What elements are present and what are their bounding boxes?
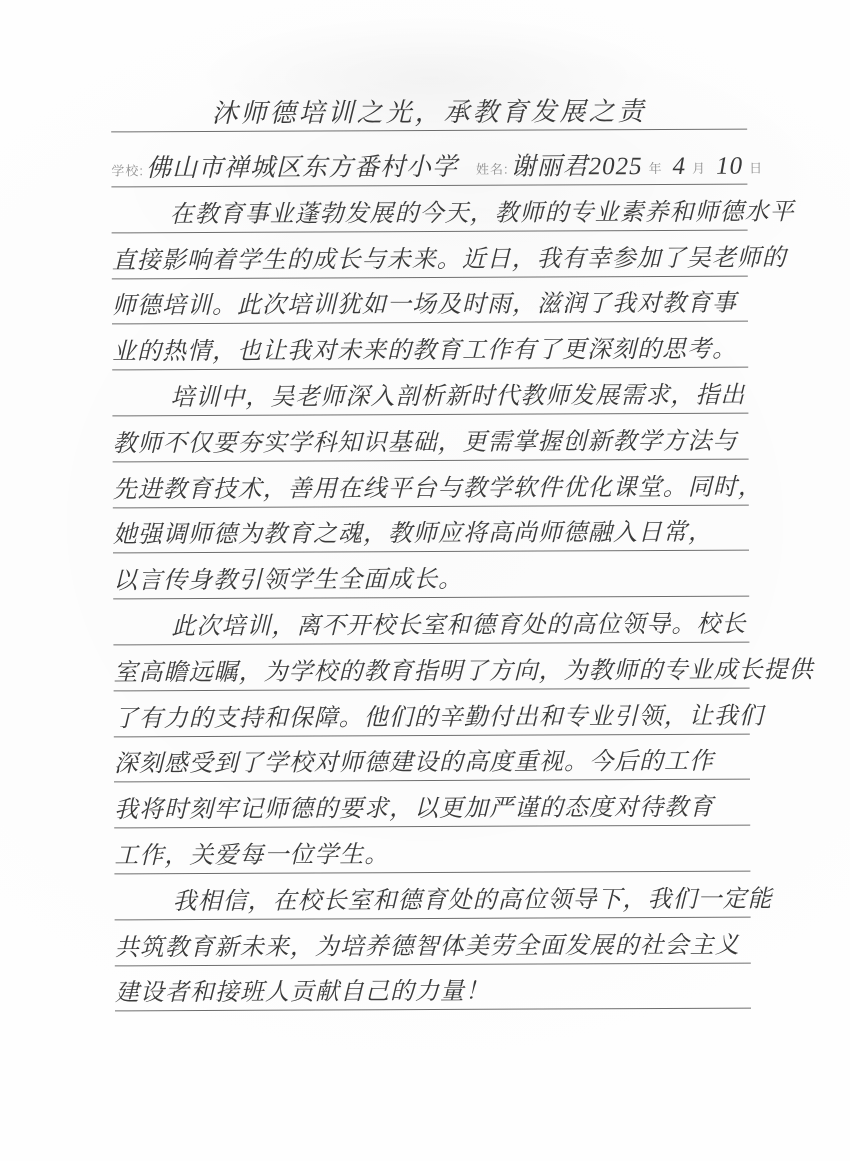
- essay-title: 沐师德培训之光，承教育发展之责: [211, 97, 647, 128]
- name-label: 姓名:: [475, 161, 509, 177]
- essay-line-text: 业的热情，也让我对未来的教育工作有了更深刻的思考。: [112, 336, 738, 366]
- school-name: 佛山市禅城区东方番村小学: [145, 153, 459, 183]
- essay-line-text: 我将时刻牢记师德的要求，以更加严谨的态度对待教育: [114, 794, 715, 824]
- essay-line-text: 深刻感受到了学校对师德建设的高度重视。今后的工作: [113, 749, 714, 778]
- essay-line: [112, 368, 748, 417]
- essay-line: [111, 230, 787, 279]
- essay-line-text: 师德培训。此次培训犹如一场及时雨，滋润了我对教育事: [111, 291, 737, 320]
- essay-line-text: 以言传身教引领学生全面成长。: [113, 567, 464, 595]
- essay-line: [114, 826, 750, 875]
- essay-line: [114, 780, 750, 829]
- header-row: [111, 130, 764, 188]
- essay-line-text: 教师不仅要夯实学科知识基础，更需掌握创新教学方法与: [112, 428, 738, 458]
- essay-line: [115, 963, 751, 1012]
- essay-line-text: 共筑教育新未来，为培养德智体美劳全面发展的社会主义: [114, 932, 740, 961]
- essay-line-text: 直接影响着学生的成长与未来。近日，我有幸参加了吴老师的: [111, 245, 787, 274]
- essay-line: [114, 872, 773, 921]
- essay-line-text: 在教育事业蓬勃发展的今天，教师的专业素养和师德水平: [169, 199, 795, 228]
- essay-line: [115, 917, 751, 966]
- ruled-writing-area: [111, 87, 814, 1012]
- day-label: 日: [749, 160, 764, 176]
- essay-line-text: 室高瞻远瞩，为学校的教育指明了方向，为教师的专业成长提供: [113, 657, 814, 687]
- essay-line-text: 此次培训，离不开校长室和德育处的高位领导。校长: [171, 611, 747, 641]
- essay-line: [112, 322, 748, 371]
- author-name: 谢丽君: [510, 153, 589, 181]
- essay-line-text: 我相信，在校长室和德育处的高位领导下，我们一定能: [172, 886, 773, 915]
- essay-line: [113, 597, 749, 646]
- year-label: 年: [648, 160, 663, 177]
- essay-line: [112, 276, 748, 325]
- essay-line-text: 先进教育技术，善用在线平台与教学软件优化课堂。同时，: [112, 474, 763, 503]
- school-label: 学校:: [111, 163, 145, 179]
- date-year: 2025: [588, 153, 643, 181]
- essay-line: [112, 414, 748, 463]
- essay-line: [112, 459, 763, 508]
- essay-line-text: 培训中，吴老师深入剖析新时代教师发展需求，指出: [170, 382, 746, 412]
- essay-line: [113, 551, 749, 600]
- month-label: 月: [692, 160, 707, 176]
- essay-line-text: 了有力的支持和保障。他们的辛勤付出和专业引领，让我们: [113, 703, 764, 732]
- name-group: [476, 154, 589, 179]
- essay-line-text: 她强调师德为教育之魂，教师应将高尚师德融入日常，: [112, 520, 713, 549]
- essay-line: [111, 185, 795, 234]
- essay-line: [113, 505, 749, 554]
- essay-line-text: 建设者和接班人贡献自己的力量！: [114, 979, 490, 1007]
- title-row: [111, 87, 747, 133]
- essay-line: [113, 643, 814, 692]
- date-month: 4: [672, 152, 687, 180]
- essay-line: [114, 734, 750, 783]
- date-group: [589, 153, 788, 179]
- essay-line: [113, 688, 764, 737]
- essay-line-text: 工作，关爱每一位学生。: [114, 842, 390, 870]
- date-day: 10: [716, 152, 744, 180]
